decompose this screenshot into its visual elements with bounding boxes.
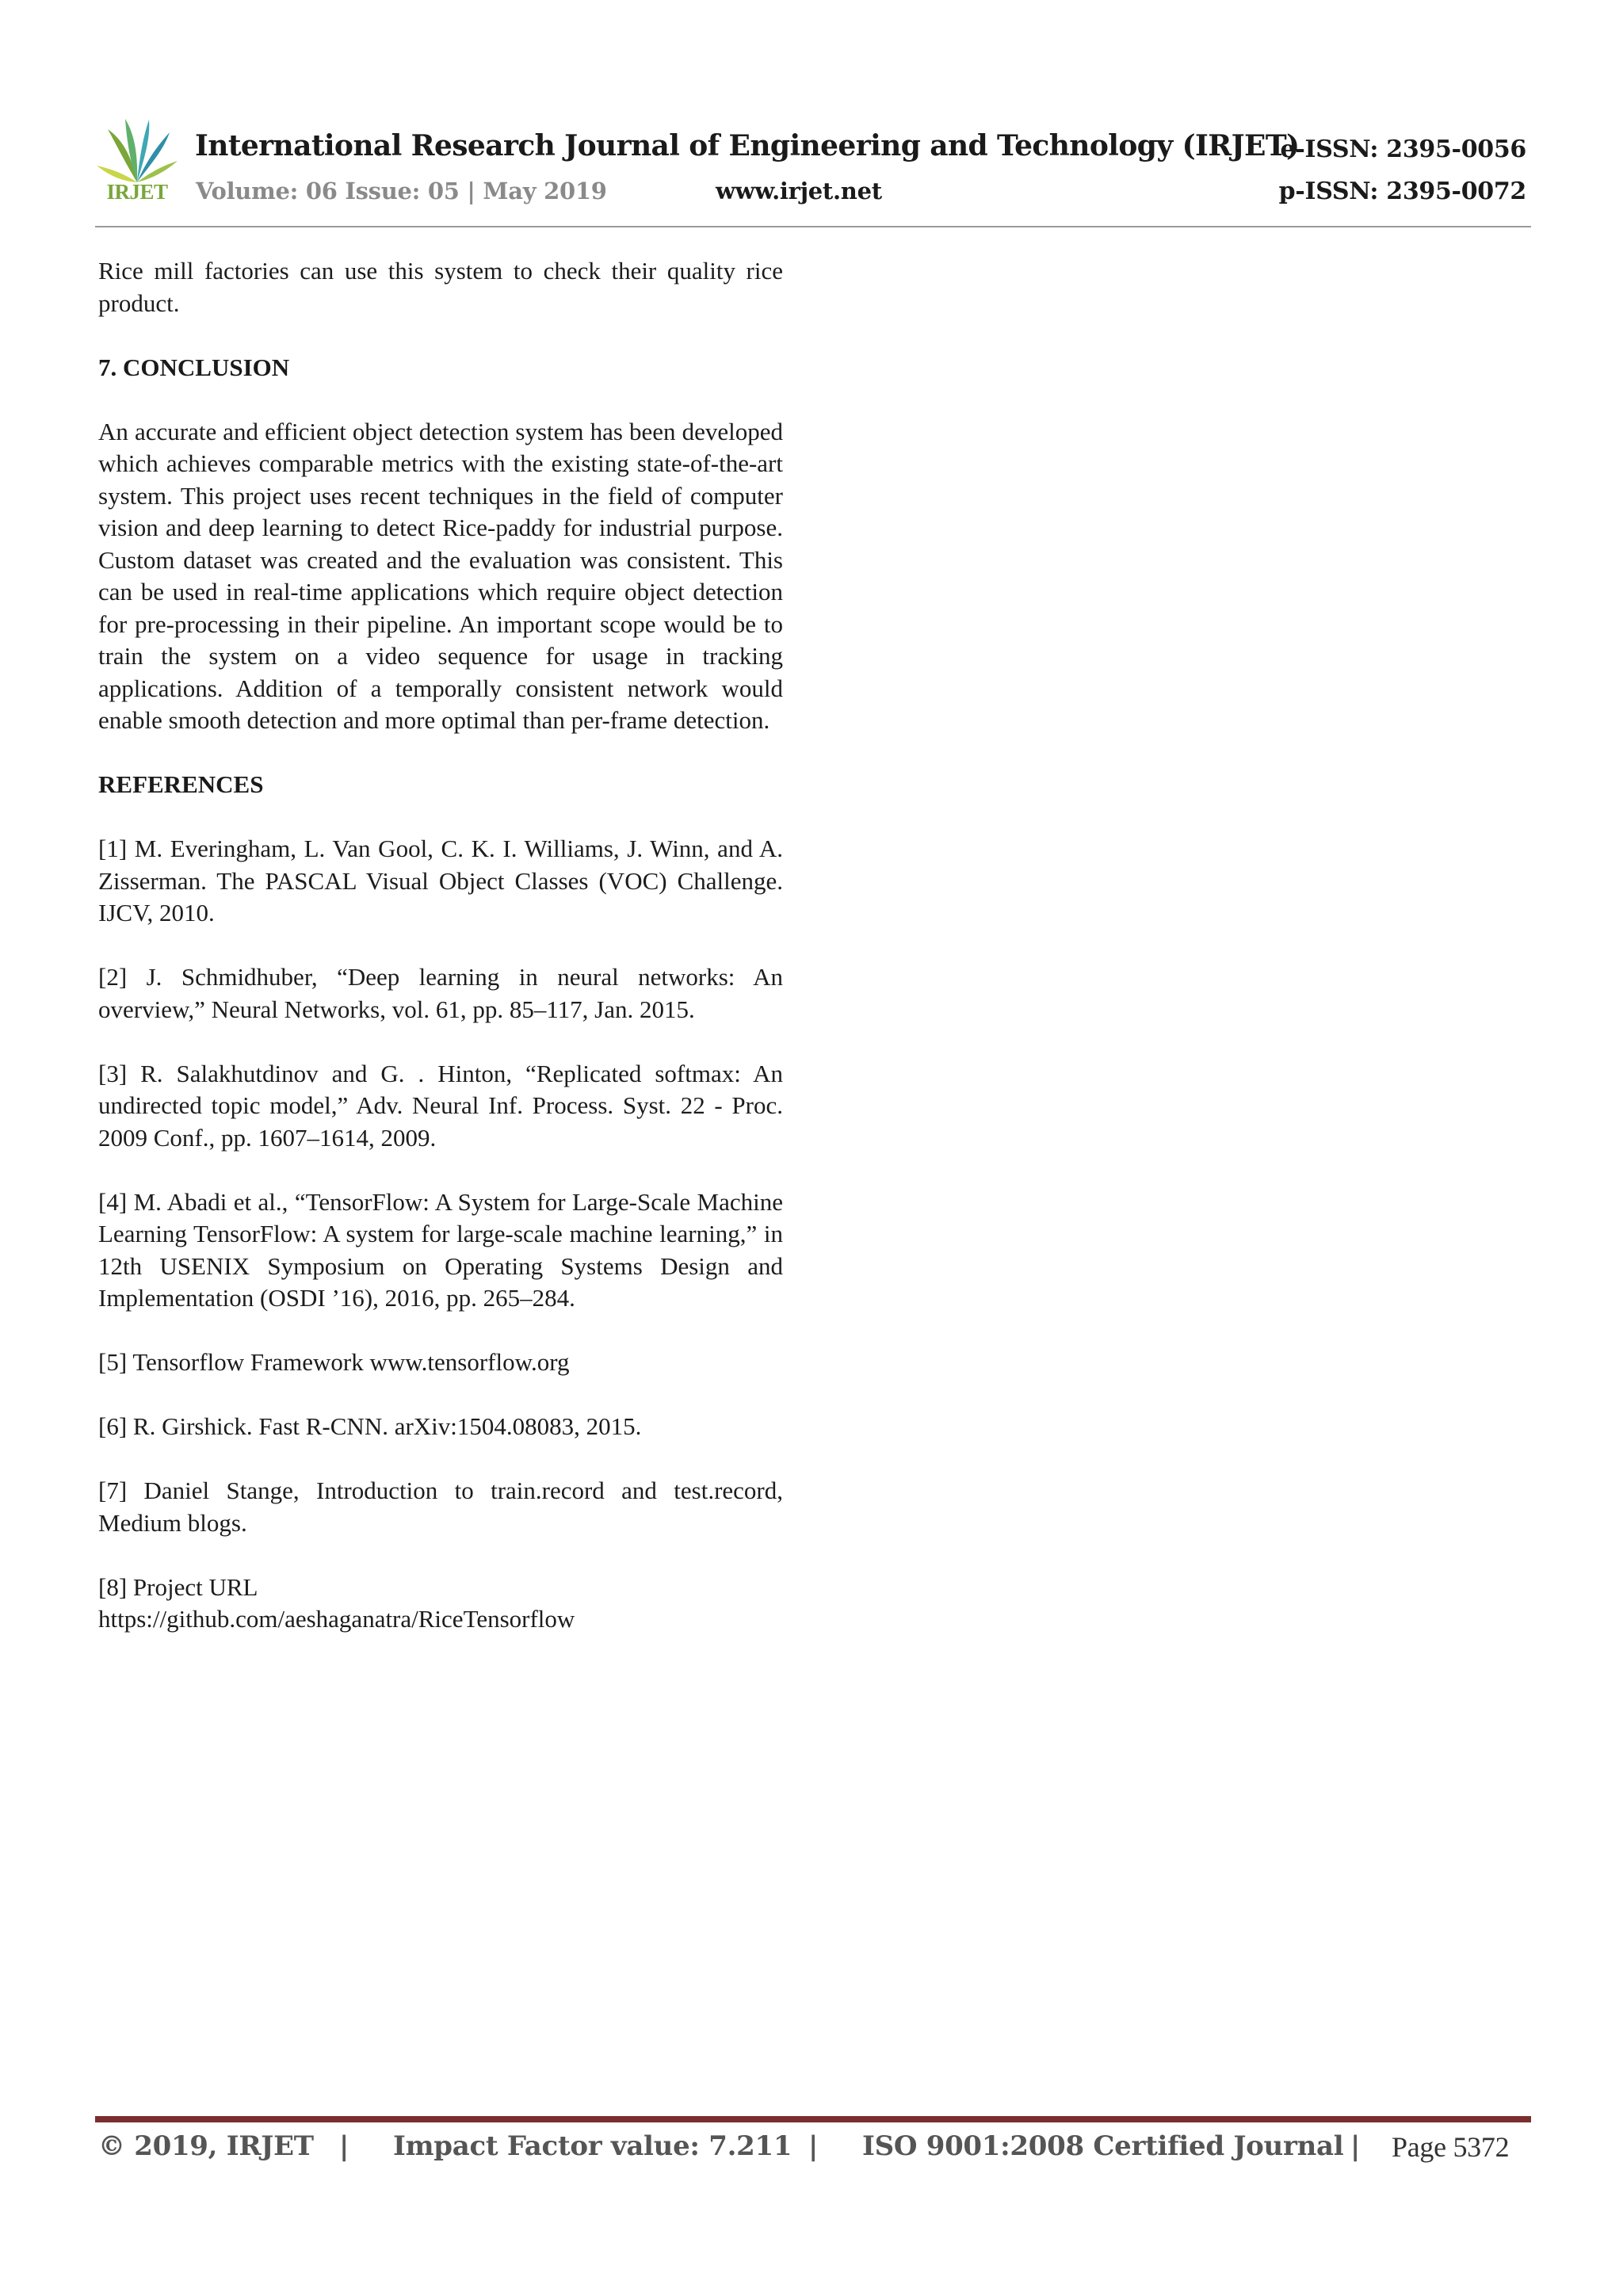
journal-website[interactable]: www.irjet.net [716, 178, 882, 204]
eissn: e-ISSN: 2395-0056 [1280, 136, 1526, 163]
footer-separator: | [339, 2130, 349, 2162]
footer-divider [95, 2116, 1531, 2122]
header-divider [95, 226, 1531, 227]
footer-impact-factor: Impact Factor value: 7.211 [393, 2130, 792, 2162]
reference-item: [7] Daniel Stange, Introduction to train.record and test.record, Medium blogs. [98, 1477, 783, 1537]
reference-item: [1] M. Everingham, L. Van Gool, C. K. I. Williams, J. Winn, and A. Zisserman. The PASCAL Visual Object Classes (VOC) Challenge. IJCV, 2010. [98, 835, 783, 926]
reference-item: [4] M. Abadi et al., “TensorFlow: A System for Large-Scale Machine Learning TensorFlow: A system for large-scale machine learning,” in 12th USENIX Symposium on Operating Systems Design and Implementation (OSDI ’16), 2016, pp. 265–284. [98, 1187, 783, 1312]
footer-page-number: Page 5372 [1392, 2131, 1510, 2163]
footer-separator: | [808, 2130, 819, 2162]
journal-title: International Research Journal of Engineering and Technology (IRJET) [195, 129, 1300, 162]
volume-issue: Volume: 06 Issue: 05 | May 2019 [196, 178, 607, 204]
pissn: p-ISSN: 2395-0072 [1278, 178, 1526, 205]
left-column [98, 255, 783, 1636]
leaf-logo-icon [94, 115, 181, 186]
page-footer [98, 2130, 1525, 2167]
reference-item: [3] R. Salakhutdinov and G. . Hinton, “Replicated softmax: An undirected topic model,” Adv. Neural Inf. Process. Syst. 22 - Proc. 2009 Conf., pp. 1607–1614, 2009. [98, 1059, 783, 1152]
irjet-logo [94, 115, 181, 214]
conclusion-heading: 7. CONCLUSION [98, 353, 290, 381]
footer-separator: | [1350, 2130, 1361, 2162]
reference-8-url[interactable]: https://github.com/aeshaganatra/RiceTensorflow [98, 1605, 575, 1633]
reference-item: [2] J. Schmidhuber, “Deep learning in neural networks: An overview,” Neural Networks, vol. 61, pp. 85–117, Jan. 2015. [98, 963, 783, 1023]
references-heading: REFERENCES [98, 770, 264, 798]
conclusion-paragraph: An accurate and efficient object detection system has been developed which achieves comparable metrics with the existing state-of-the-art system. This project uses recent techniques in the field of computer vision and deep learning to detect Rice-paddy for industrial purpose. Custom dataset was created and the evaluation was consistent. This can be used in real-time applications which require object detection for pre-processing in their pipeline. An important scope would be to train the system on a video sequence for usage in tracking applications. Addition of a temporally consistent network would enable smooth detection and more optimal than per-frame detection. [98, 417, 783, 734]
footer-iso: ISO 9001:2008 Certified Journal [862, 2130, 1344, 2162]
reference-item: [5] Tensorflow Framework www.tensorflow.org [98, 1348, 570, 1376]
logo-text: IRJET [106, 180, 168, 204]
reference-8-label: [8] Project URL [98, 1572, 258, 1601]
reference-item: [6] R. Girshick. Fast R-CNN. arXiv:1504.08083, 2015. [98, 1412, 642, 1440]
intro-paragraph: Rice mill factories can use this system to check their quality rice product. [98, 257, 783, 317]
footer-copyright: © 2019, IRJET [98, 2130, 314, 2162]
